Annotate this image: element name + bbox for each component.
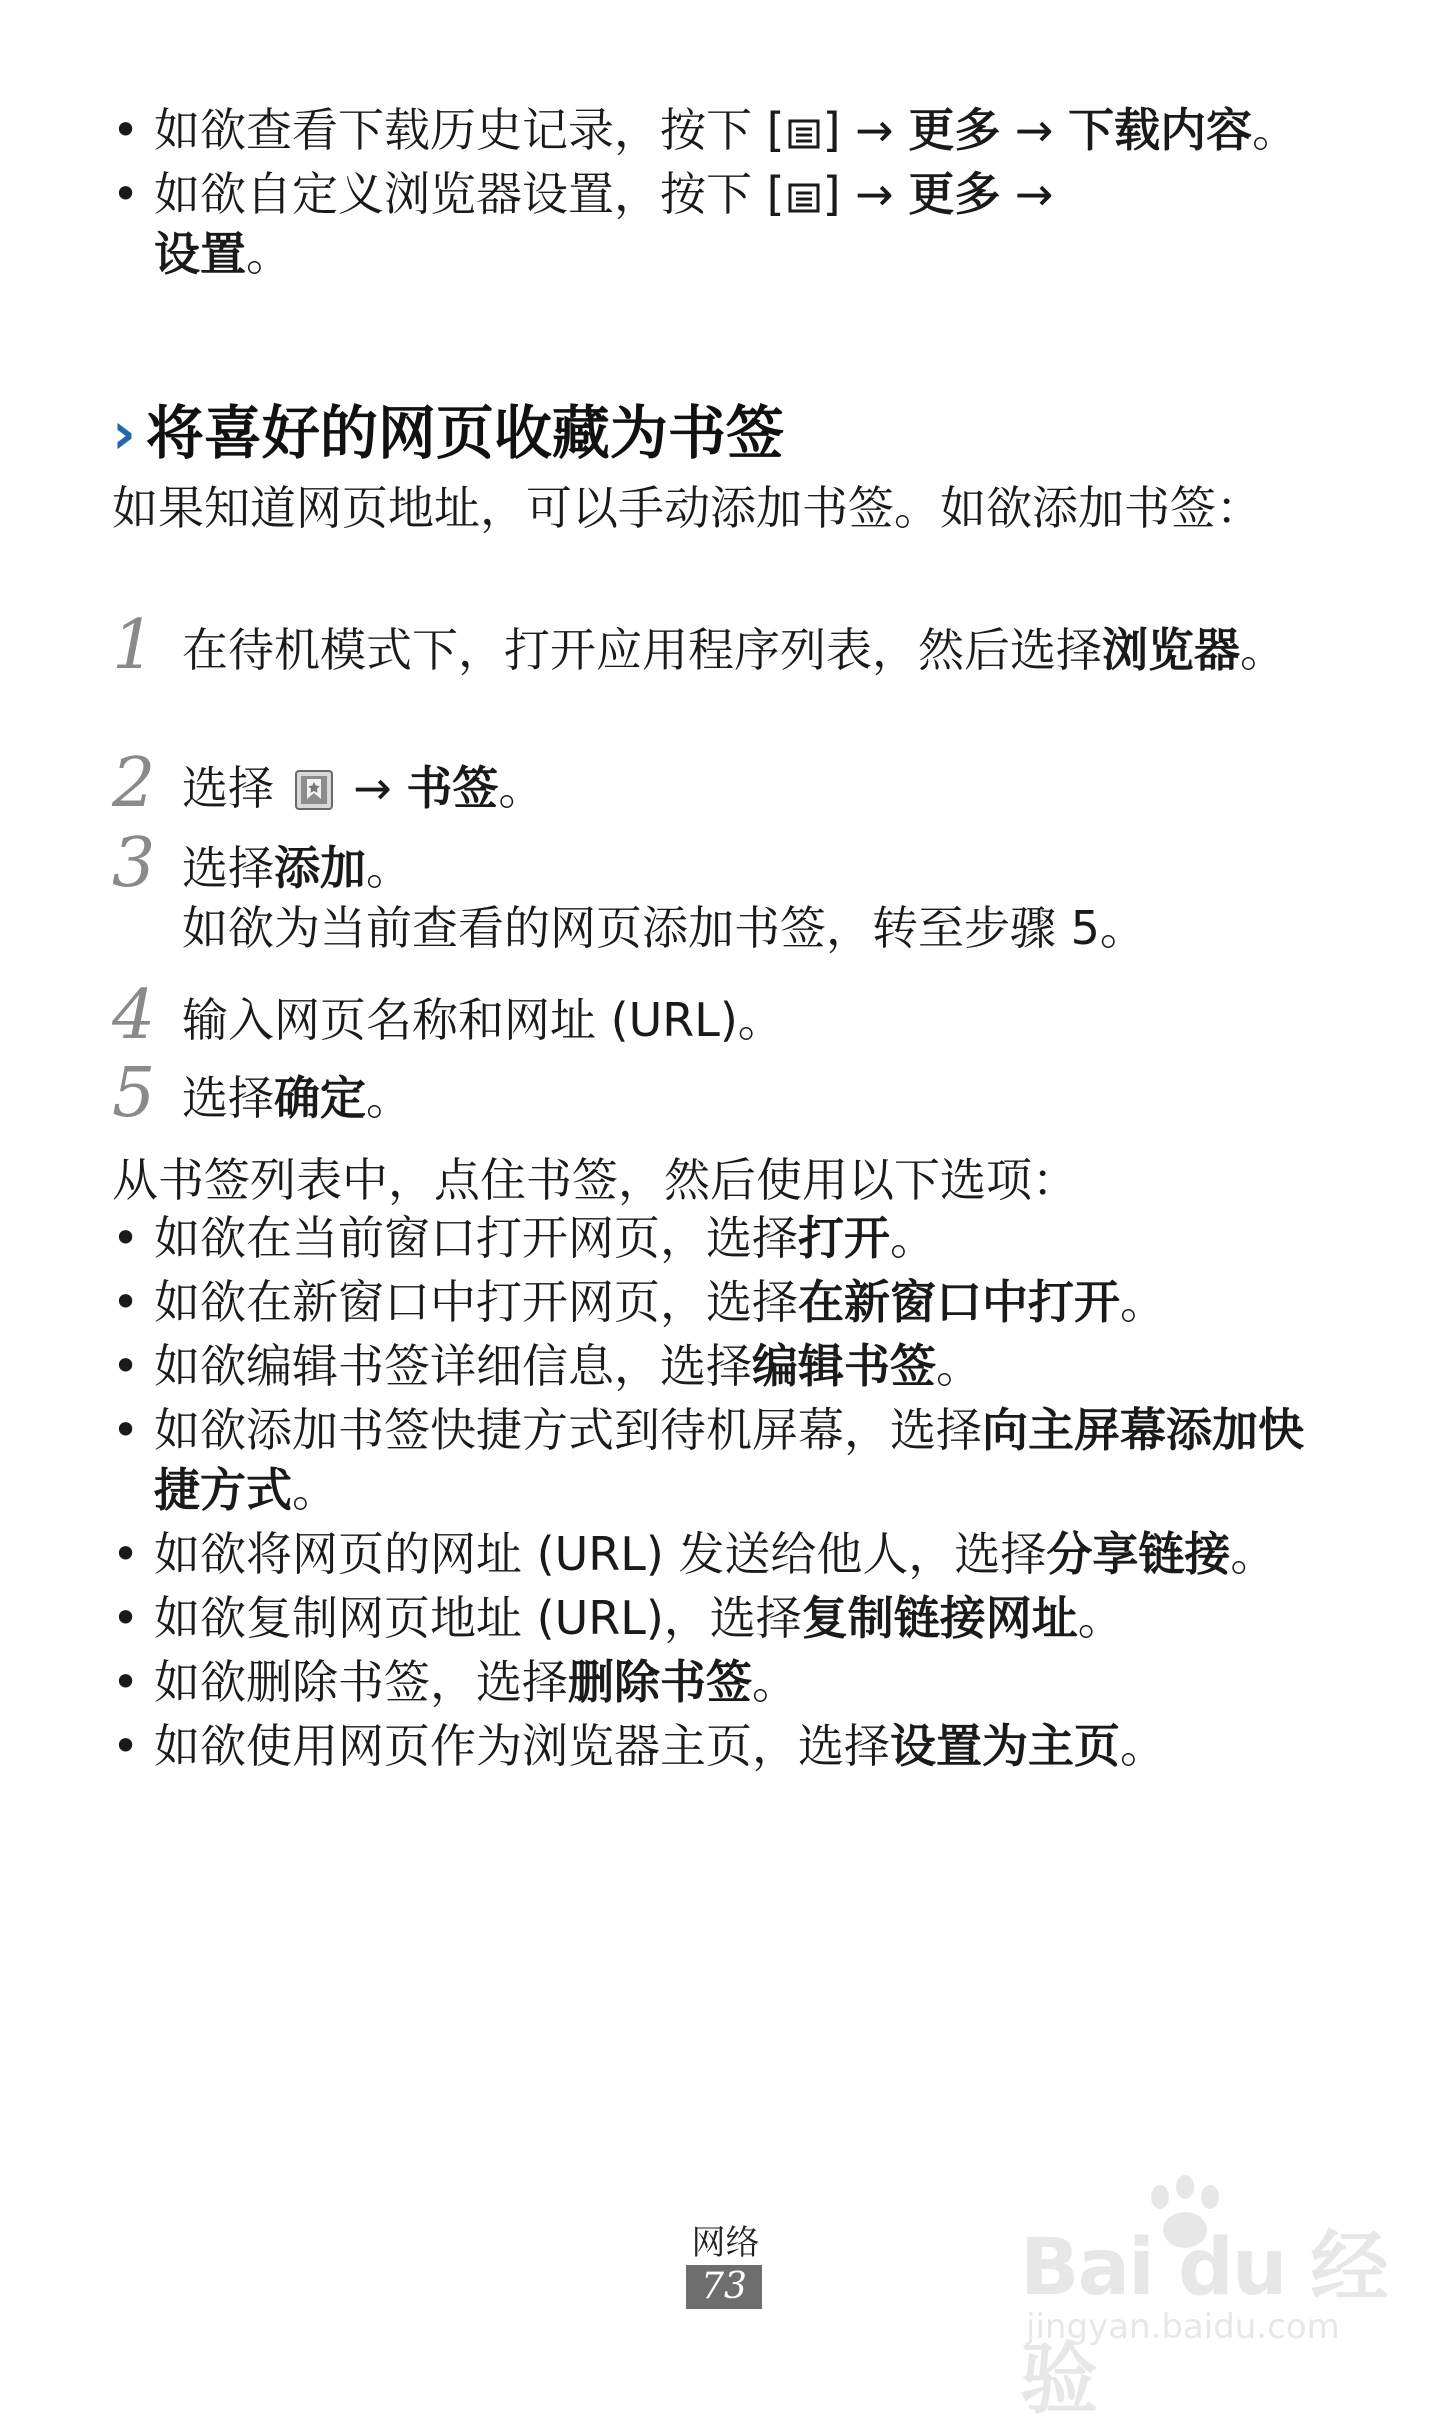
add-label: 添加 bbox=[274, 841, 366, 895]
step-text bbox=[182, 620, 1322, 680]
browser-label: 浏览器 bbox=[1102, 623, 1240, 677]
menu-more-label: 更多 bbox=[908, 103, 1001, 157]
bullet-text: 如欲查看下载历史记录，按下 [ bbox=[154, 103, 785, 157]
watermark-brand: Bai du 经验 bbox=[1020, 2223, 1387, 2425]
intro-bullet-browser-settings bbox=[112, 164, 1332, 284]
section-title: 将喜好的网页收藏为书签 bbox=[145, 399, 784, 467]
page-number: 73 bbox=[686, 2265, 762, 2309]
step-text bbox=[182, 1068, 1322, 1128]
option-text: 如欲编辑书签详细信息，选择 bbox=[154, 1339, 752, 1393]
option-text: 如欲将网页的网址 (URL) 发送给他人，选择 bbox=[154, 1527, 1047, 1581]
option-set-homepage bbox=[112, 1716, 1332, 1776]
option-label: 复制链接网址 bbox=[801, 1591, 1078, 1645]
period: 。 bbox=[890, 1211, 936, 1265]
period: 。 bbox=[1230, 1527, 1277, 1581]
option-add-shortcut bbox=[112, 1400, 1332, 1520]
option-text: 如欲删除书签，选择 bbox=[154, 1655, 568, 1709]
option-edit-bookmark bbox=[112, 1336, 1332, 1396]
options-intro: 从书签列表中，点住书签，然后使用以下选项： bbox=[112, 1153, 1078, 1207]
bullet-text: ] → bbox=[822, 167, 909, 221]
step-number: 4 bbox=[112, 976, 156, 1055]
period: 。 bbox=[1252, 103, 1299, 157]
step-number: 2 bbox=[112, 744, 156, 823]
step-text-part: 选择 bbox=[182, 841, 274, 895]
bullet-text: ] → bbox=[822, 103, 909, 157]
section-intro: 如果知道网页地址，可以手动添加书签。如欲添加书签： bbox=[112, 481, 1262, 535]
step-text-part: 选择 bbox=[182, 1071, 274, 1125]
chevron-right-icon: › bbox=[112, 399, 136, 467]
period: 。 bbox=[1240, 623, 1286, 677]
step-text-part: 选择 bbox=[182, 761, 274, 815]
section-heading bbox=[112, 397, 784, 469]
period: 。 bbox=[1120, 1719, 1166, 1773]
bullet-dot: • bbox=[112, 1275, 140, 1329]
arrow-text: → bbox=[1000, 167, 1054, 221]
option-label: 编辑书签 bbox=[752, 1339, 936, 1393]
option-label: 向主屏幕添加快捷方式 bbox=[154, 1403, 1304, 1517]
bookmark-icon bbox=[295, 764, 333, 804]
bullet-dot: • bbox=[112, 167, 140, 221]
bullet-dot: • bbox=[112, 1719, 140, 1773]
bullet-dot: • bbox=[112, 1403, 140, 1457]
bullet-dot: • bbox=[112, 1527, 140, 1581]
bullet-dot: • bbox=[112, 1591, 140, 1645]
option-delete-bookmark bbox=[112, 1652, 1332, 1712]
option-open-new-window bbox=[112, 1272, 1332, 1332]
option-label: 删除书签 bbox=[568, 1655, 752, 1709]
bullet-dot: • bbox=[112, 1339, 140, 1393]
step-number: 3 bbox=[112, 824, 156, 903]
step-note: 如欲为当前查看的网页添加书签，转至步骤 5。 bbox=[182, 901, 1146, 955]
intro-bullet-list bbox=[112, 100, 1332, 284]
bullet-dot: • bbox=[112, 1655, 140, 1709]
period: 。 bbox=[752, 1655, 798, 1709]
option-text: 如欲使用网页作为浏览器主页，选择 bbox=[154, 1719, 890, 1773]
menu-key-icon bbox=[787, 168, 821, 202]
option-copy-link bbox=[112, 1588, 1332, 1648]
option-label: 分享链接 bbox=[1046, 1527, 1231, 1581]
period: 。 bbox=[1120, 1275, 1166, 1329]
footer-section-name: 网络 bbox=[691, 2223, 760, 2263]
bullet-dot: • bbox=[112, 103, 140, 157]
baidu-watermark bbox=[1020, 2175, 1420, 2425]
step-text bbox=[182, 758, 1322, 818]
option-label: 打开 bbox=[798, 1211, 890, 1265]
period: 。 bbox=[366, 841, 412, 895]
period: 。 bbox=[292, 1463, 338, 1517]
menu-key-icon bbox=[787, 104, 821, 138]
options-list bbox=[112, 1208, 1332, 1780]
option-label: 设置为主页 bbox=[890, 1719, 1120, 1773]
watermark-url: jingyan.baidu.com bbox=[1026, 2307, 1340, 2347]
step-text-part: 在待机模式下，打开应用程序列表，然后选择 bbox=[182, 623, 1102, 677]
step-number: 1 bbox=[112, 606, 156, 685]
option-label: 在新窗口中打开 bbox=[798, 1275, 1120, 1329]
option-open bbox=[112, 1208, 1332, 1268]
period: 。 bbox=[936, 1339, 982, 1393]
menu-settings-label: 设置 bbox=[154, 227, 246, 281]
period: 。 bbox=[246, 227, 292, 281]
option-text: 如欲在当前窗口打开网页，选择 bbox=[154, 1211, 798, 1265]
period: 。 bbox=[366, 1071, 412, 1125]
option-share-link bbox=[112, 1524, 1332, 1584]
option-text: 如欲复制网页地址 (URL)，选择 bbox=[154, 1591, 802, 1645]
ok-label: 确定 bbox=[274, 1071, 366, 1125]
period: 。 bbox=[498, 761, 545, 815]
step-number: 5 bbox=[112, 1054, 156, 1133]
step-text bbox=[182, 838, 1322, 958]
menu-downloads-label: 下载内容 bbox=[1068, 103, 1253, 157]
option-text: 如欲添加书签快捷方式到待机屏幕，选择 bbox=[154, 1403, 982, 1457]
bookmarks-label: 书签 bbox=[406, 761, 499, 815]
step-text: 输入网页名称和网址 (URL)。 bbox=[182, 993, 784, 1047]
menu-more-label: 更多 bbox=[908, 167, 1001, 221]
arrow-text: → bbox=[1000, 103, 1069, 157]
intro-bullet-download-history bbox=[112, 100, 1332, 160]
option-text: 如欲在新窗口中打开网页，选择 bbox=[154, 1275, 798, 1329]
bullet-dot: • bbox=[112, 1211, 140, 1265]
period: 。 bbox=[1077, 1591, 1124, 1645]
arrow-text: → bbox=[338, 761, 407, 815]
bullet-text: 如欲自定义浏览器设置，按下 [ bbox=[154, 167, 785, 221]
